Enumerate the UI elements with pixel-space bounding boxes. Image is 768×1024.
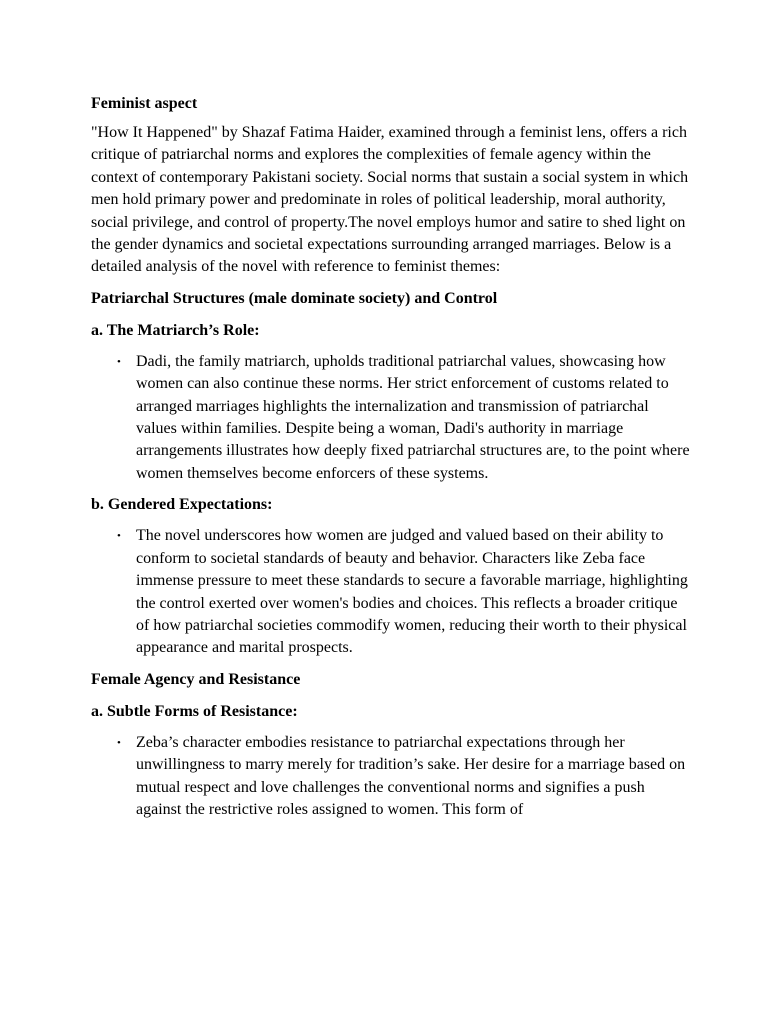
bullet-text: Dadi, the family matriarch, upholds traditional patriarchal values, showcasing how women can also continue these norms. Her strict enforcement of customs related to arranged marriages highlights the internalization and transmission of patriarchal values within families. Despite being a woman, Dadi's authority in marriage arrangements illustrates how deeply fixed patriarchal structures are, to the point where women themselves become enforcers of these systems. [136,352,690,482]
bullet-icon: • [117,530,121,543]
bullet-list-matriarch-role [91,351,691,485]
bullet-icon: • [117,736,121,749]
subsection-heading-subtle-resistance: a. Subtle Forms of Resistance: [91,702,298,720]
intro-paragraph: "How It Happened" by Shazaf Fatima Haider, examined through a feminist lens, offers a rich critique of patriarchal norms and explores the complexities of female agency within the context of contemporary Pakistani society. Social norms that sustain a social system in which men hold primary power and predominate in roles of political leadership, moral authority, social privilege, and control of property.The novel employs humor and satire to shed light on the gender dynamics and societal expectations surrounding arranged marriages. Below is a detailed analysis of the novel with reference to feminist themes: [91,124,689,276]
subsection-heading-matriarch-role: a. The Matriarch’s Role: [91,321,260,339]
section-heading-patriarchal-structures: Patriarchal Structures (male dominate society) and Control [91,289,498,307]
bullet-list-gendered-expectations [91,525,691,659]
document-content [91,93,691,821]
bullet-list-subtle-resistance [91,732,691,822]
section-heading-female-agency: Female Agency and Resistance [91,670,301,688]
bullet-text: The novel underscores how women are judged and valued based on their ability to conform to societal standards of beauty and behavior. Characters like Zeba face immense pressure to meet these standards to secure a favorable marriage, highlighting the control exerted over women's bodies and choices. This reflects a broader critique of how patriarchal societies commodify women, reducing their worth to their physical appearance and marital prospects. [136,527,688,657]
bullet-icon: • [117,355,121,368]
page-title: Feminist aspect [91,95,198,112]
list-item [91,351,691,485]
list-item [91,732,691,822]
list-item [91,525,691,659]
bullet-text: Zeba’s character embodies resistance to patriarchal expectations through her unwillingness to marry merely for tradition’s sake. Her desire for a marriage based on mutual respect and love challenges the conventional norms and signifies a push against the restrictive roles assigned to women. This form of [136,733,686,818]
subsection-heading-gendered-expectations: b. Gendered Expectations: [91,496,273,514]
